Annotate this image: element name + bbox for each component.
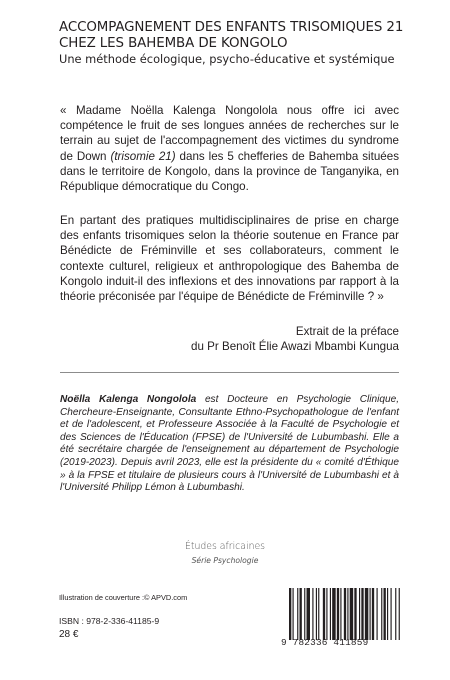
preface-attribution-line-1: Extrait de la préface bbox=[295, 325, 399, 338]
price: 28 € bbox=[59, 629, 79, 640]
barcode-icon bbox=[289, 588, 401, 640]
barcode-digits: 9 782336 411859 bbox=[281, 637, 369, 648]
section-divider bbox=[60, 372, 399, 373]
blurb-para1-end: dans les 5 chefferies de Bahemba situées dans le territoire de Kongolo, dans la province de Tanganyika, en République démocratique du Congo. bbox=[60, 149, 399, 194]
book-title-line-1: ACCOMPAGNEMENT DES ENFANTS TRISOMIQUES 21 bbox=[59, 20, 404, 35]
blurb-paragraph-2: En partant des pratiques multidisciplinaires de prise en charge des enfants trisomiques selon la théorie soutenue en France par Bénédicte de Fréminville et ses collaborateurs, comment le contexte culturel, religieux et anthropologique des Bahemba de Kongolo induit-il des inflexions et des innovations par rapport à la théorie préconisée par l'équipe de Bénédicte de Fréminville ? » bbox=[60, 214, 399, 304]
preface-attribution-line-2: du Pr Benoît Élie Awazi Mbambi Kungua bbox=[191, 340, 399, 353]
blurb-paragraph-1 bbox=[60, 103, 399, 194]
cover-credit: Illustration de couverture :© APVD.com bbox=[59, 593, 188, 602]
series-name: Études africaines bbox=[184, 541, 266, 552]
book-subtitle: Une méthode écologique, psycho-éducative et systémique bbox=[59, 52, 395, 66]
blurb-para1-italic: (trisomie 21) bbox=[110, 149, 176, 163]
author-bio-text: est Docteure en Psychologie Clinique, Chercheure-Enseignante, Consultante Ethno-Psychopathologue de l'enfant et de l'adolescent, et Professeure Associée à la Faculté de Psychologie et des Sciences de l'Éducation (FPSE) de l'Université de Lubumbashi. Elle a été secrétaire chargée de l'enseignement au département de Psychologie (2019-2023). Depuis avril 2023, elle est la présidente du « comité d'Éthique » à la FPSE et titulaire de plusieurs cours à l'Université de Lubumbashi et à l'Université Philipp Lémon à Lubumbashi. bbox=[60, 394, 400, 494]
blurb-para1-start: « Madame Noëlla Kalenga Nongolola nous offre ici avec compétence le fruit de ses longues années de recherches sur le terrain au sujet de l'accompagnement des victimes du syndrome de Down bbox=[60, 104, 399, 163]
author-bio bbox=[60, 394, 399, 495]
series-subtitle: Série Psychologie bbox=[191, 556, 259, 565]
book-title bbox=[59, 20, 439, 52]
book-title-line-2: CHEZ LES BAHEMBA DE KONGOLO bbox=[59, 36, 288, 51]
isbn: ISBN : 978-2-336-41185-9 bbox=[59, 616, 160, 626]
author-name: Noëlla Kalenga Nongolola bbox=[60, 394, 197, 405]
